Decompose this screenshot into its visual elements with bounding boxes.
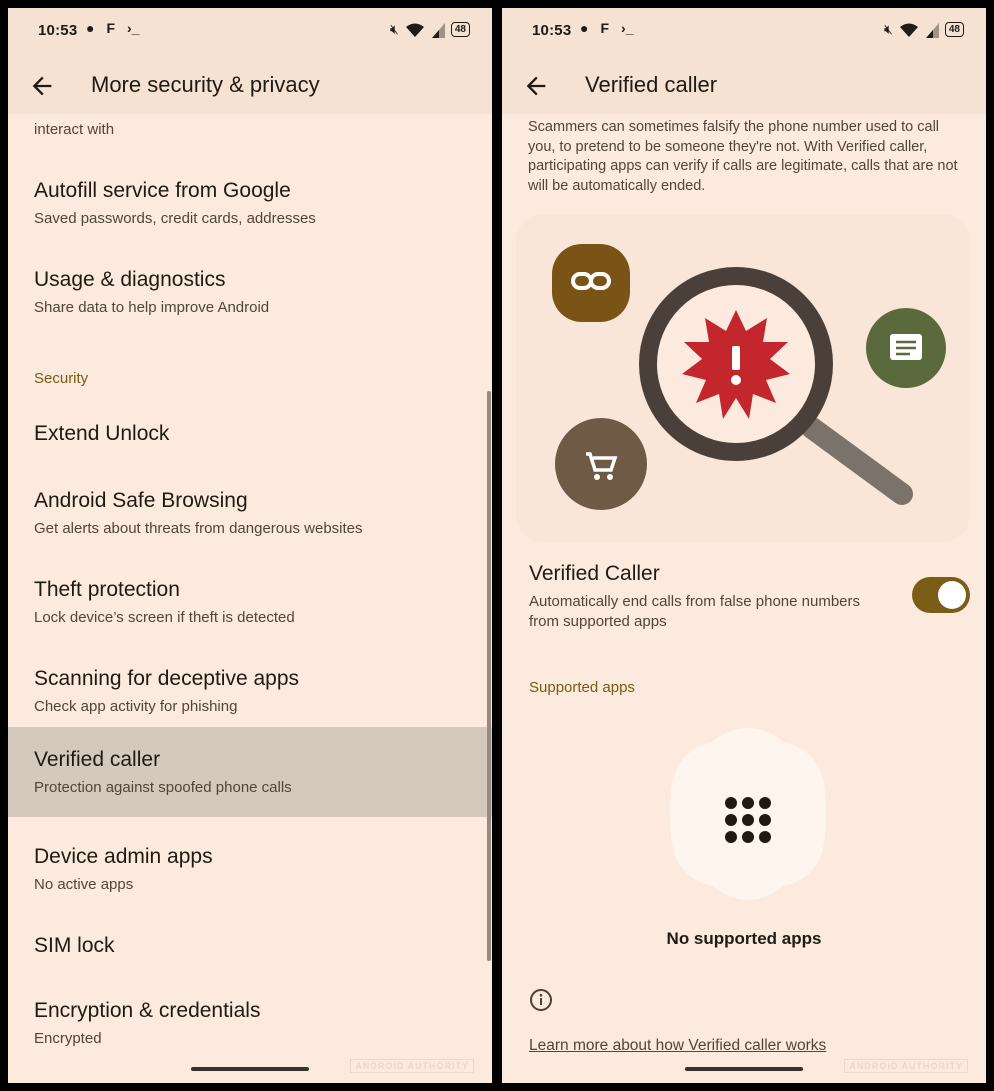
- partial-subtitle: interact with: [34, 121, 115, 138]
- status-notification-icons: [86, 20, 139, 36]
- item-title: Autofill service from Google: [34, 179, 291, 202]
- page-title: Verified caller: [585, 72, 718, 97]
- watermark: ANDROID AUTHORITY: [350, 1059, 474, 1073]
- account-icon: ●: [580, 20, 589, 36]
- item-subtitle: Lock device’s screen if theft is detected: [34, 609, 295, 626]
- item-title: Usage & diagnostics: [34, 268, 226, 291]
- scrollbar[interactable]: [487, 391, 491, 961]
- gesture-nav-bar[interactable]: [685, 1067, 803, 1071]
- magnifier-icon: [648, 276, 902, 494]
- status-bar: [502, 8, 986, 58]
- shopping-cart-icon: [555, 418, 647, 510]
- item-subtitle: Check app activity for phishing: [34, 698, 238, 715]
- mute-icon: 🔇︎: [390, 21, 399, 37]
- left-screen: [8, 8, 492, 1083]
- item-subtitle: Protection against spoofed phone calls: [34, 779, 292, 796]
- item-title: SIM lock: [34, 934, 115, 957]
- list-item-theft-protection[interactable]: [8, 559, 492, 641]
- list-item-sim-lock[interactable]: [8, 916, 492, 976]
- feature-description: Scammers can sometimes falsify the phone number used to call you, to pretend to be someone they're not. With Verified caller, participating apps can verify if calls are legitimate, calls that are not will be automatically ended.: [528, 119, 958, 194]
- message-icon: [866, 308, 946, 388]
- gesture-nav-bar[interactable]: [191, 1067, 309, 1071]
- setting-title: Verified Caller: [529, 562, 660, 585]
- right-screen: [502, 8, 986, 1083]
- back-arrow-icon[interactable]: [28, 72, 56, 100]
- wifi-icon: [899, 22, 919, 38]
- item-subtitle: Encrypted: [34, 1030, 102, 1047]
- list-item-verified-caller[interactable]: [8, 727, 492, 817]
- status-system-icons: [884, 21, 964, 38]
- empty-state-text: No supported apps: [666, 929, 822, 948]
- item-subtitle: Saved passwords, credit cards, addresses: [34, 210, 316, 227]
- terminal-icon: ›_: [621, 20, 634, 36]
- item-title: Extend Unlock: [34, 422, 170, 445]
- app-bar: [502, 58, 986, 114]
- item-title: Encryption & credentials: [34, 999, 261, 1022]
- item-subtitle: No active apps: [34, 876, 134, 893]
- learn-more-link[interactable]: Learn more about how Verified caller works: [529, 1037, 827, 1054]
- status-notification-icons: [580, 20, 633, 36]
- list-item-extend-unlock[interactable]: [8, 404, 492, 464]
- item-title: Verified caller: [34, 748, 161, 771]
- app-f-icon: F: [106, 20, 116, 36]
- item-title: Android Safe Browsing: [34, 489, 248, 512]
- item-subtitle: Get alerts about threats from dangerous websites: [34, 520, 363, 537]
- status-time: 10:53: [38, 22, 78, 39]
- list-item-autofill[interactable]: [8, 159, 492, 239]
- item-subtitle: Share data to help improve Android: [34, 299, 270, 316]
- status-bar: [8, 8, 492, 58]
- section-header-security: Security: [34, 370, 89, 387]
- setting-subtitle: Automatically end calls from false phone numbers from supported apps: [529, 593, 860, 630]
- item-title: Scanning for deceptive apps: [34, 667, 300, 690]
- item-title: Theft protection: [34, 578, 180, 601]
- section-header-supported-apps: Supported apps: [529, 679, 635, 696]
- illustration: [516, 214, 970, 542]
- back-arrow-icon[interactable]: [522, 72, 550, 100]
- link-icon: [552, 244, 630, 322]
- mute-icon: 🔇︎: [884, 21, 893, 37]
- item-title: Device admin apps: [34, 845, 213, 868]
- wifi-icon: [405, 22, 425, 38]
- verified-caller-toggle[interactable]: [912, 577, 970, 613]
- page-title: More security & privacy: [91, 72, 320, 97]
- battery-indicator: 48: [945, 22, 964, 37]
- watermark: ANDROID AUTHORITY: [844, 1059, 968, 1073]
- list-item-deceptive-apps[interactable]: [8, 649, 492, 731]
- signal-icon: [925, 22, 939, 38]
- list-item-safe-browsing[interactable]: [8, 469, 492, 551]
- apps-grid-icon: [668, 724, 828, 904]
- list-item-encryption[interactable]: [8, 981, 492, 1063]
- app-f-icon: F: [600, 20, 610, 36]
- info-icon: [529, 988, 553, 1012]
- list-item-device-admin[interactable]: [8, 826, 492, 908]
- account-icon: ●: [86, 20, 95, 36]
- battery-indicator: 48: [451, 22, 470, 37]
- terminal-icon: ›_: [127, 20, 140, 36]
- list-item-usage[interactable]: [8, 249, 492, 329]
- toggle-knob: [938, 581, 966, 609]
- signal-icon: [431, 22, 445, 38]
- status-system-icons: [390, 21, 470, 38]
- app-bar: [8, 58, 492, 114]
- status-time: 10:53: [532, 22, 572, 39]
